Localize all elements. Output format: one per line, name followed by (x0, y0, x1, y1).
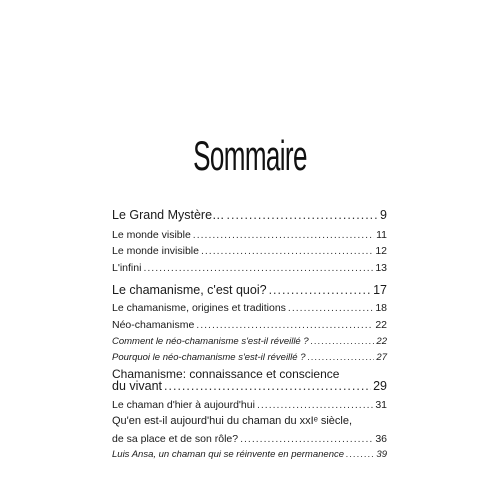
toc-entry-page: 22 (375, 319, 387, 331)
toc-entry[interactable] (112, 301, 387, 315)
toc-leader-dots (288, 301, 373, 315)
toc-entry[interactable] (112, 379, 387, 393)
toc-leader-dots (196, 318, 373, 332)
toc-entry-label: Luis Ansa, un chaman qui se réinvente en permanence (112, 449, 345, 460)
toc-entry-page: 36 (375, 433, 387, 445)
toc-entry-label-line1: Qu'en est-il aujourd'hui du chaman du xxIᵉ siècle, (112, 415, 353, 427)
toc-entry-page: 17 (373, 283, 387, 297)
toc-entry-label: Comment le néo-chamanisme s'est-il réveillé ? (112, 336, 309, 347)
toc-entry-label-line1: Chamanisme: connaissance et conscience (112, 367, 340, 381)
toc-leader-dots (193, 228, 374, 242)
toc-entry[interactable] (112, 228, 387, 242)
toc-entry[interactable] (112, 244, 387, 258)
toc-leader-dots (227, 208, 379, 222)
toc-entry[interactable] (112, 208, 387, 222)
toc-entry-page: 18 (375, 302, 387, 314)
toc-entry[interactable] (112, 283, 387, 297)
toc-entry-label: Néo-chamanisme (112, 319, 195, 331)
toc-entry-label: Le chaman d'hier à aujourd'hui (112, 399, 255, 411)
toc-entry-page: 11 (376, 229, 387, 241)
toc-entry-label: Le chamanisme, origines et traditions (112, 302, 286, 314)
toc-entry-page: 22 (376, 336, 387, 347)
toc-leader-dots (143, 261, 373, 275)
toc-entry-label: Le chamanisme, c'est quoi? (112, 283, 267, 297)
toc-entry[interactable] (112, 318, 387, 332)
toc-entry[interactable] (112, 335, 387, 349)
toc-entry-page: 9 (380, 208, 387, 222)
toc-leader-dots (257, 398, 373, 412)
toc-entry-page: 27 (376, 352, 387, 363)
toc-entry-page: 12 (375, 245, 387, 257)
toc-entry-label: Le Grand Mystère… (112, 208, 225, 222)
toc-entry[interactable] (112, 448, 387, 462)
toc-entry[interactable] (112, 398, 387, 412)
toc-leader-dots (240, 432, 373, 446)
toc-entry-page: 13 (375, 262, 387, 274)
toc-entry-page: 29 (373, 379, 387, 393)
toc-entry-page: 31 (375, 399, 387, 411)
toc-entry-label: Le monde visible (112, 229, 191, 241)
toc-leader-dots (201, 244, 373, 258)
toc-entry-label: Le monde invisible (112, 245, 199, 257)
toc-entry-label: L'infini (112, 262, 142, 274)
toc-entry[interactable] (112, 432, 387, 446)
toc-leader-dots (311, 335, 375, 349)
toc-entry-label: du vivant (112, 379, 163, 393)
toc-entry-label: Pourquoi le néo-chamanisme s'est-il réveillé ? (112, 352, 306, 363)
toc-leader-dots (164, 379, 371, 393)
page-title: Sommaire (193, 132, 307, 179)
toc-leader-dots (308, 351, 375, 365)
toc-leader-dots (346, 448, 374, 462)
toc-entry[interactable] (112, 261, 387, 275)
toc-leader-dots (269, 283, 372, 297)
toc-entry[interactable] (112, 351, 387, 365)
toc-entry-page: 39 (376, 449, 387, 460)
toc-entry-label: de sa place et de son rôle? (112, 433, 239, 445)
